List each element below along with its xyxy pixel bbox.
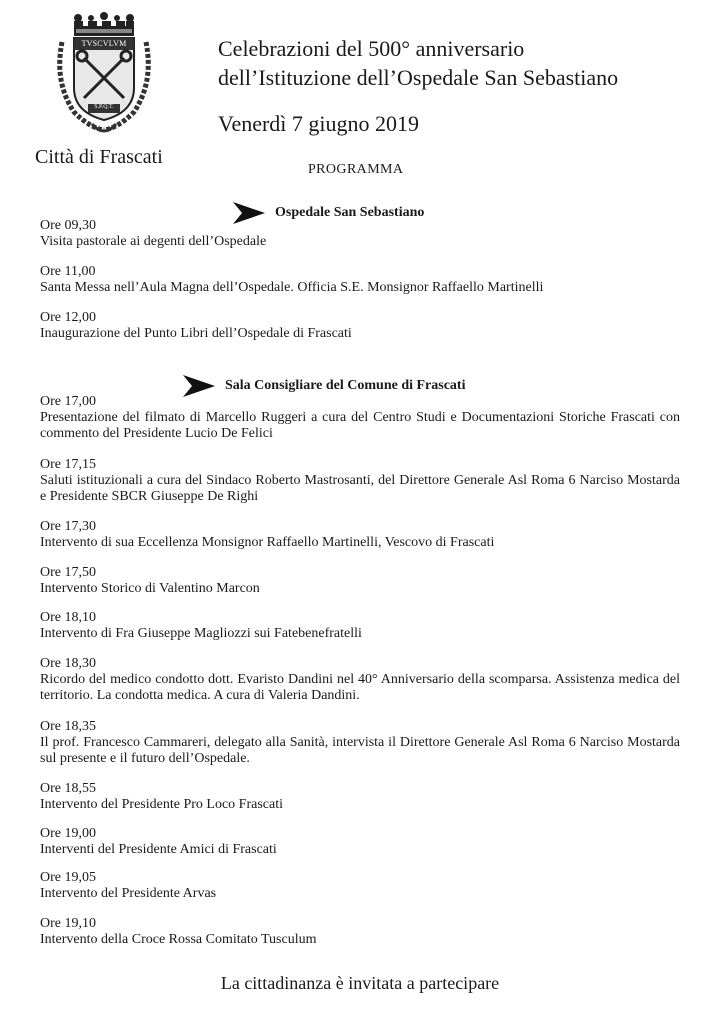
entry-time: Ore 18,10 bbox=[40, 610, 96, 625]
crest-initials: S.P.Q.T. bbox=[94, 104, 114, 110]
entry-text: Intervento della Croce Rossa Comitato Tusculum bbox=[40, 932, 317, 947]
entry-time: Ore 19,05 bbox=[40, 870, 96, 885]
event-date: Venerdì 7 giugno 2019 bbox=[218, 111, 420, 136]
entry-time: Ore 19,10 bbox=[40, 916, 96, 931]
list-item bbox=[40, 870, 680, 902]
entry-text: Saluti istituzionali a cura del Sindaco Roberto Mastrosanti, del Direttore Generale Asl Roma 6 Narciso Mostarda e Presidente SBCR Giuseppe De Righi bbox=[40, 473, 680, 504]
entry-text: Intervento del Presidente Arvas bbox=[40, 886, 217, 901]
entry-time: Ore 11,00 bbox=[40, 264, 96, 279]
city-name: Città di Frascati bbox=[35, 146, 163, 168]
title-line-2: dell’Istituzione dell’Ospedale San Sebastiano bbox=[218, 65, 619, 90]
entry-time: Ore 18,30 bbox=[40, 656, 96, 671]
program-label: PROGRAMMA bbox=[308, 162, 404, 177]
entry-text: Interventi del Presidente Amici di Frascati bbox=[40, 842, 277, 857]
list-item bbox=[40, 264, 680, 296]
entry-text: Visita pastorale ai degenti dell’Ospedale bbox=[40, 234, 267, 249]
entry-text: Presentazione del filmato di Marcello Ruggeri a cura del Centro Studi e Documentazioni Storiche Frascati con commento del Presidente Lucio De Felici bbox=[40, 410, 680, 441]
entry-text: Santa Messa nell’Aula Magna dell’Ospedale. Officia S.E. Monsignor Raffaello Martinelli bbox=[40, 280, 544, 295]
entry-text: Ricordo del medico condotto dott. Evaristo Dandini nel 40° Anniversario della scomparsa. Assistenza medica del territorio. La condotta medica. A cura di Valeria Dandini. bbox=[40, 672, 680, 703]
list-item bbox=[40, 310, 680, 342]
frascati-crest-icon bbox=[52, 12, 156, 140]
entry-time: Ore 18,35 bbox=[40, 719, 96, 734]
entry-time: Ore 12,00 bbox=[40, 310, 96, 325]
list-item bbox=[40, 457, 680, 505]
entry-time: Ore 17,50 bbox=[40, 565, 96, 580]
entry-time: Ore 17,30 bbox=[40, 519, 96, 534]
list-item bbox=[40, 719, 680, 767]
page-title bbox=[218, 34, 618, 92]
list-item bbox=[40, 656, 680, 704]
entry-time: Ore 17,15 bbox=[40, 457, 96, 472]
entry-text: Intervento di sua Eccellenza Monsignor Raffaello Martinelli, Vescovo di Frascati bbox=[40, 535, 495, 550]
list-item bbox=[40, 565, 680, 597]
entry-time: Ore 09,30 bbox=[40, 218, 96, 233]
footer-invitation: La cittadinanza è invitata a partecipare bbox=[220, 973, 500, 993]
title-line-1: Celebrazioni del 500° anniversario bbox=[218, 36, 525, 61]
list-item bbox=[40, 218, 680, 250]
list-item bbox=[40, 916, 680, 948]
list-item bbox=[40, 519, 680, 551]
entry-text: Intervento di Fra Giuseppe Magliozzi sui Fatebenefratelli bbox=[40, 626, 362, 641]
entry-time: Ore 19,00 bbox=[40, 826, 96, 841]
list-item bbox=[40, 781, 680, 813]
entry-text: Inaugurazione del Punto Libri dell’Ospedale di Frascati bbox=[40, 326, 352, 341]
crest-motto: TVSCVLVM bbox=[81, 39, 127, 48]
section-title: Ospedale San Sebastiano bbox=[275, 205, 425, 220]
list-item bbox=[40, 394, 680, 442]
entry-text: Intervento del Presidente Pro Loco Frascati bbox=[40, 797, 283, 812]
section-title: Sala Consigliare del Comune di Frascati bbox=[225, 378, 466, 393]
entry-time: Ore 17,00 bbox=[40, 394, 96, 409]
entry-text: Il prof. Francesco Cammareri, delegato alla Sanità, intervista il Direttore Generale Asl Roma 6 Narciso Mostarda sul presente e il futuro dell’Ospedale. bbox=[40, 735, 680, 766]
list-item bbox=[40, 826, 680, 858]
entry-text: Intervento Storico di Valentino Marcon bbox=[40, 581, 260, 596]
entry-time: Ore 18,55 bbox=[40, 781, 96, 796]
list-item bbox=[40, 610, 680, 642]
